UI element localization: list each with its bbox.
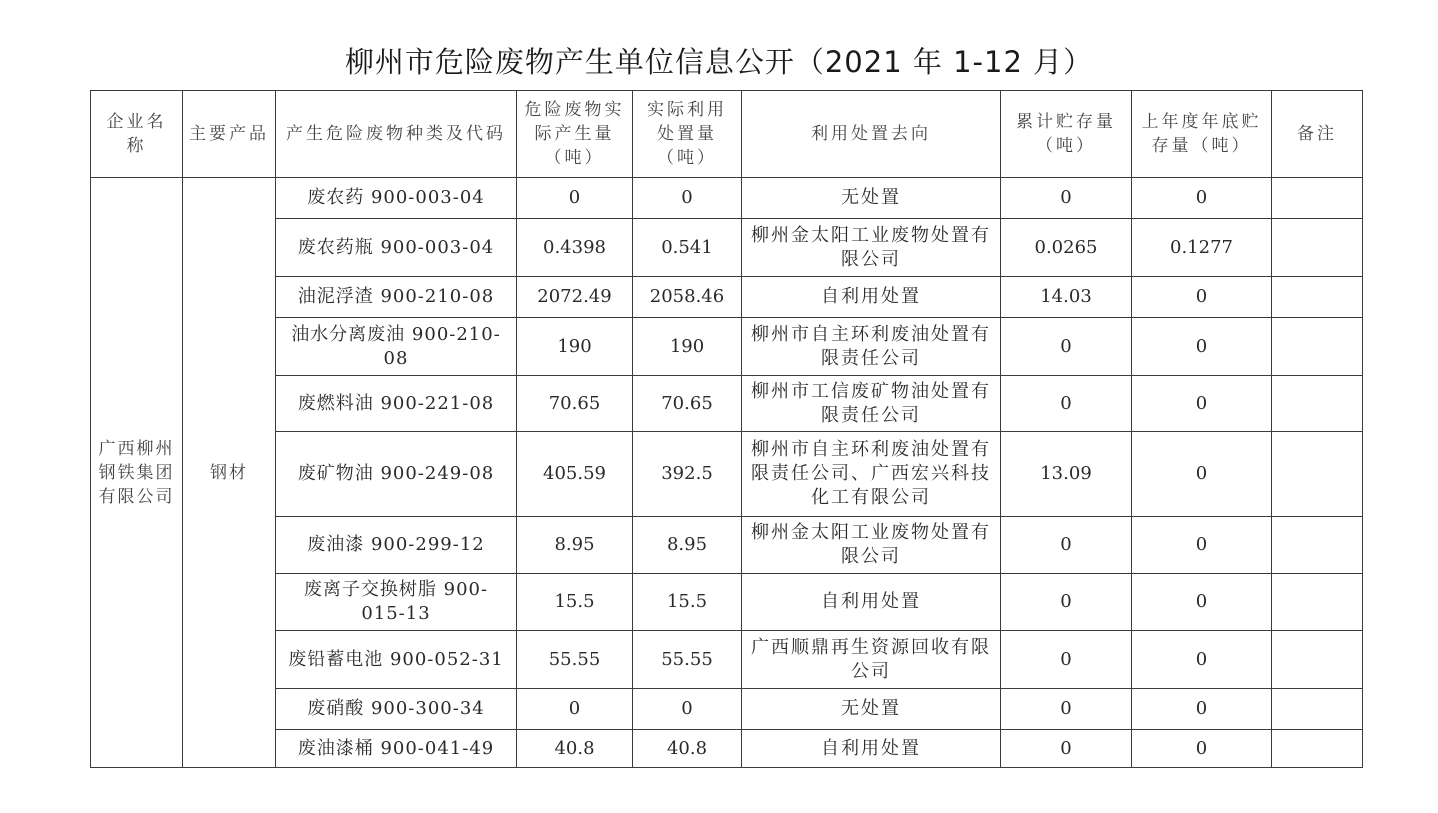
produced-amount-cell: 0 [517,689,633,730]
last-year-stock-cell: 0 [1132,318,1272,376]
destination-cell: 柳州金太阳工业废物处置有限公司 [742,517,1001,574]
table-row [91,318,1363,376]
disposed-amount-cell: 40.8 [633,730,742,768]
stock-amount-cell: 0 [1001,178,1132,219]
remark-cell [1272,517,1363,574]
last-year-stock-cell: 0 [1132,376,1272,432]
destination-cell: 柳州金太阳工业废物处置有限公司 [742,219,1001,277]
header-destination: 利用处置去向 [742,91,1001,178]
remark-cell [1272,277,1363,318]
destination-cell: 广西顺鼎再生资源回收有限公司 [742,631,1001,689]
header-waste-type: 产生危险废物种类及代码 [276,91,517,178]
destination-cell: 自利用处置 [742,730,1001,768]
disposed-amount-cell: 190 [633,318,742,376]
stock-amount-cell: 0 [1001,689,1132,730]
disposed-amount-cell: 0 [633,689,742,730]
waste-type-cell: 废燃料油 900-221-08 [276,376,517,432]
waste-type-cell: 废农药瓶 900-003-04 [276,219,517,277]
remark-cell [1272,178,1363,219]
disposed-amount-cell: 15.5 [633,574,742,631]
waste-type-cell: 废农药 900-003-04 [276,178,517,219]
produced-amount-cell: 2072.49 [517,277,633,318]
produced-amount-cell: 40.8 [517,730,633,768]
destination-cell: 柳州市自主环利废油处置有限责任公司、广西宏兴科技化工有限公司 [742,432,1001,517]
page-title: 柳州市危险废物产生单位信息公开（2021 年 1-12 月） [344,45,1094,79]
table-row [91,689,1363,730]
remark-cell [1272,574,1363,631]
produced-amount-cell: 15.5 [517,574,633,631]
table-row [91,432,1363,517]
waste-type-cell: 油泥浮渣 900-210-08 [276,277,517,318]
disposed-amount-cell: 392.5 [633,432,742,517]
main-product-cell: 钢材 [183,178,276,768]
waste-type-cell: 油水分离废油 900-210-08 [276,318,517,376]
header-remark: 备注 [1272,91,1363,178]
remark-cell [1272,376,1363,432]
disposed-amount-cell: 55.55 [633,631,742,689]
remark-cell [1272,318,1363,376]
remark-cell [1272,689,1363,730]
company-name-cell: 广西柳州钢铁集团有限公司 [91,178,183,768]
stock-amount-cell: 0 [1001,376,1132,432]
table-header-row [91,91,1363,178]
remark-cell [1272,730,1363,768]
last-year-stock-cell: 0 [1132,432,1272,517]
stock-amount-cell: 0 [1001,517,1132,574]
table-row [91,376,1363,432]
header-produced: 危险废物实际产生量（吨） [517,91,633,178]
disposed-amount-cell: 0 [633,178,742,219]
table-row [91,277,1363,318]
table-row [91,730,1363,768]
waste-type-cell: 废油漆桶 900-041-49 [276,730,517,768]
stock-amount-cell: 14.03 [1001,277,1132,318]
last-year-stock-cell: 0 [1132,178,1272,219]
destination-cell: 自利用处置 [742,574,1001,631]
stock-amount-cell: 13.09 [1001,432,1132,517]
waste-type-cell: 废油漆 900-299-12 [276,517,517,574]
last-year-stock-cell: 0 [1132,574,1272,631]
table-row [91,178,1363,219]
waste-type-cell: 废矿物油 900-249-08 [276,432,517,517]
destination-cell: 柳州市工信废矿物油处置有限责任公司 [742,376,1001,432]
last-year-stock-cell: 0 [1132,277,1272,318]
destination-cell: 无处置 [742,689,1001,730]
disposed-amount-cell: 0.541 [633,219,742,277]
waste-type-cell: 废离子交换树脂 900-015-13 [276,574,517,631]
disposed-amount-cell: 2058.46 [633,277,742,318]
last-year-stock-cell: 0 [1132,517,1272,574]
produced-amount-cell: 0 [517,178,633,219]
table-row [91,517,1363,574]
header-company: 企业名称 [91,91,183,178]
produced-amount-cell: 405.59 [517,432,633,517]
header-disposed: 实际利用处置量（吨） [633,91,742,178]
remark-cell [1272,631,1363,689]
last-year-stock-cell: 0 [1132,730,1272,768]
table-row [91,574,1363,631]
stock-amount-cell: 0.0265 [1001,219,1132,277]
header-last-year-stock: 上年度年底贮存量（吨） [1132,91,1272,178]
disposed-amount-cell: 70.65 [633,376,742,432]
table-row [91,219,1363,277]
table-row [91,631,1363,689]
stock-amount-cell: 0 [1001,574,1132,631]
destination-cell: 柳州市自主环利废油处置有限责任公司 [742,318,1001,376]
waste-type-cell: 废铅蓄电池 900-052-31 [276,631,517,689]
remark-cell [1272,219,1363,277]
destination-cell: 无处置 [742,178,1001,219]
last-year-stock-cell: 0.1277 [1132,219,1272,277]
stock-amount-cell: 0 [1001,318,1132,376]
disposed-amount-cell: 8.95 [633,517,742,574]
destination-cell: 自利用处置 [742,277,1001,318]
remark-cell [1272,432,1363,517]
produced-amount-cell: 8.95 [517,517,633,574]
header-product: 主要产品 [183,91,276,178]
hazardous-waste-table [90,90,1363,768]
header-stock: 累计贮存量（吨） [1001,91,1132,178]
last-year-stock-cell: 0 [1132,689,1272,730]
stock-amount-cell: 0 [1001,730,1132,768]
waste-type-cell: 废硝酸 900-300-34 [276,689,517,730]
produced-amount-cell: 70.65 [517,376,633,432]
last-year-stock-cell: 0 [1132,631,1272,689]
stock-amount-cell: 0 [1001,631,1132,689]
produced-amount-cell: 0.4398 [517,219,633,277]
produced-amount-cell: 190 [517,318,633,376]
produced-amount-cell: 55.55 [517,631,633,689]
